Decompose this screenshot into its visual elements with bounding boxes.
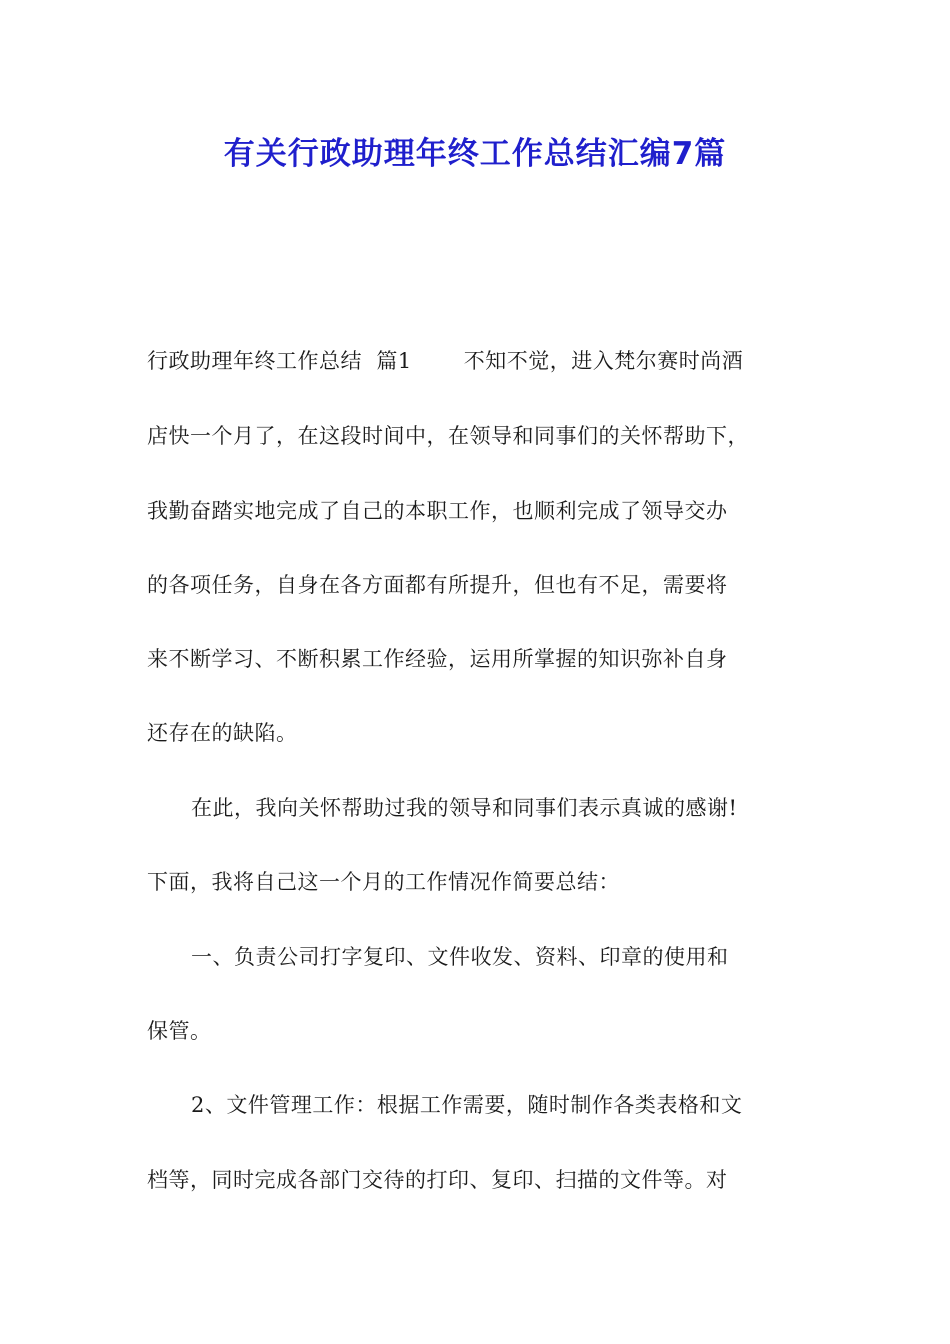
paragraph-line-9: 一、负责公司打字复印、文件收发、资料、印章的使用和 xyxy=(191,945,729,969)
line-text: 不知不觉，进入梵尔赛时尚酒 xyxy=(463,349,744,373)
paragraph-line-10: 保管。 xyxy=(147,1019,212,1043)
paragraph-line-5: 来不断学习、不断积累工作经验，运用所掌握的知识弥补自身 xyxy=(147,647,728,671)
paragraph-line-1 xyxy=(147,343,743,379)
document-title: 有关行政助理年终工作总结汇编7篇 xyxy=(223,136,727,172)
paragraph-line-3: 我勤奋踏实地完成了自己的本职工作，也顺利完成了领导交办 xyxy=(147,499,728,523)
paragraph-line-7: 在此，我向关怀帮助过我的领导和同事们表示真诚的感谢! xyxy=(191,796,738,820)
paragraph-line-12: 档等，同时完成各部门交待的打印、复印、扫描的文件等。对 xyxy=(147,1168,728,1192)
paragraph-line-2: 店快一个月了，在这段时间中，在领导和同事们的关怀帮助下， xyxy=(147,424,749,448)
paragraph-line-8: 下面，我将自己这一个月的工作情况作简要总结： xyxy=(147,870,620,894)
paragraph-line-11: 2、文件管理工作：根据工作需要，随时制作各类表格和文 xyxy=(191,1093,743,1117)
paragraph-line-6: 还存在的缺陷。 xyxy=(147,721,298,745)
section-heading: 行政助理年终工作总结 篇1 xyxy=(147,349,412,373)
paragraph-line-4: 的各项任务，自身在各方面都有所提升，但也有不足，需要将 xyxy=(147,573,728,597)
